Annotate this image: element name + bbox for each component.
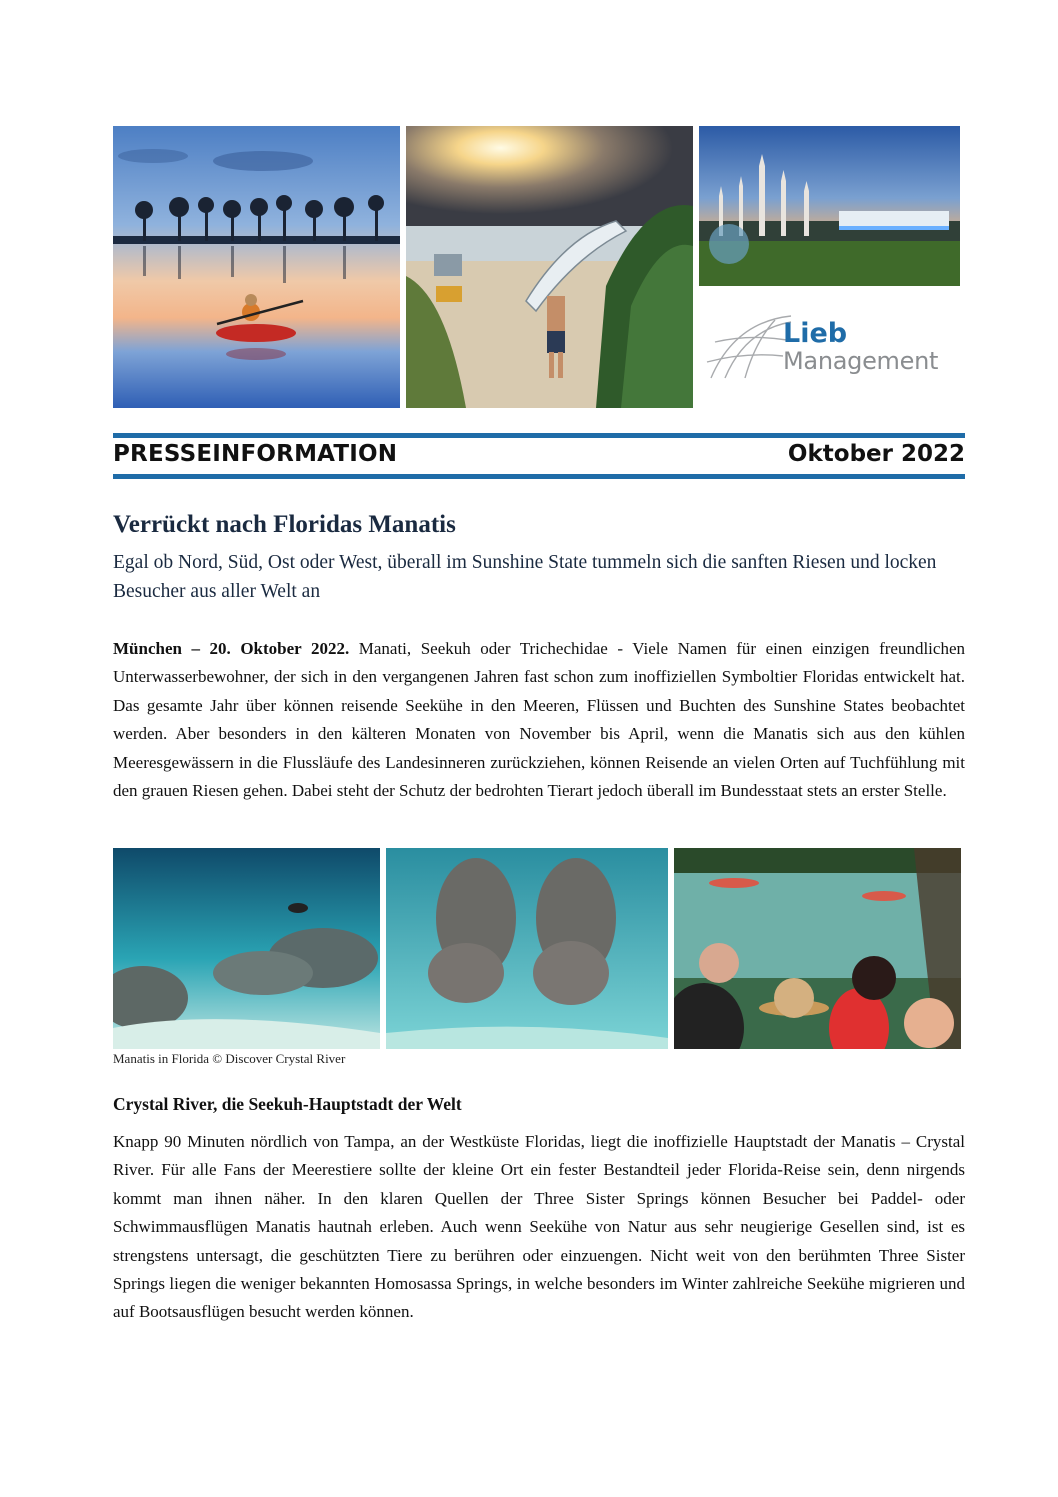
article-headline: Verrückt nach Floridas Manatis xyxy=(113,511,456,538)
section-paragraph: Knapp 90 Minuten nördlich von Tampa, an der Westküste Floridas, liegt die inoffizielle Hauptstadt der Manatis – Crystal River. Für alle Fans der Meerestiere sollte der kleine Ort ein fester Bestandteil jeder Florida-Reise sein, denn nirgends kommt man ihnen näher. In den klaren Quellen der Three Sister Springs können Besucher bei Paddel- oder Schwimmausflügen Manatis hautnah erleben. Auch wenn Seekühe von Natur aus sehr neugierige Gesellen sind, ist es strengstens untersagt, die geschützten Tiere zu berühren oder einzuengen. Nicht weit von den berühmten Three Sister Springs liegen die weniger bekannten Homosassa Springs, in welche besonders im Winter zahlreiche Seekühe migrieren und auf Bootsausflügen besucht werden können. xyxy=(113,1132,965,1322)
article-subheadline: Egal ob Nord, Süd, Ost oder West, überall im Sunshine State tummeln sich die sanften Riesen und locken Besucher aus aller Welt an xyxy=(113,552,937,602)
photo-springs-visitors xyxy=(674,848,961,1049)
photo-caption: Manatis in Florida © Discover Crystal River xyxy=(113,1051,346,1066)
section-heading: Crystal River, die Seekuh-Hauptstadt der Welt xyxy=(113,1094,462,1114)
intro-paragraph xyxy=(113,635,965,805)
press-label: PRESSEINFORMATION xyxy=(113,441,398,467)
photo-surfer-beach xyxy=(406,126,693,408)
logo-globe-mark xyxy=(705,312,793,380)
logo-wordmark-lieb: Lieb xyxy=(783,318,848,349)
lieb-management-logo xyxy=(703,310,963,385)
header-rule-bottom xyxy=(113,474,965,479)
logo-wordmark-management: Management xyxy=(783,347,939,375)
intro-text: Manati, Seekuh oder Trichechidae - Viele Namen für einen einzigen freundlichen Unterwasserbewohner, der sich in den vergangenen Jahren fast schon zum inoffiziellen Symboltier Floridas entwickelt hat. Das gesamte Jahr über können reisende Seekühe in den Meeren, Flüssen und Buchten des Sunshine States beobachtet werden. Aber besonders in den kälteren Monaten von November bis April, wenn die Manatis sich aus den kühlen Meeresgewässern in die Flussläufe des Landesinneren zurückziehen, können Reisende an vielen Orten auf Tuchfühlung mit den grauen Riesen gehen. Dabei steht der Schutz der bedrohten Tierart jedoch überall im Bundesstaat stets an erster Stelle. xyxy=(113,639,965,801)
photo-kayak-sunset xyxy=(113,126,400,408)
photo-manatee-diver xyxy=(113,848,380,1049)
header-rule-top xyxy=(113,433,965,438)
dateline: München – 20. Oktober 2022. xyxy=(113,639,350,658)
photo-two-manatees xyxy=(386,848,668,1049)
photo-rocket-garden xyxy=(699,126,960,286)
press-date: Oktober 2022 xyxy=(787,441,965,467)
